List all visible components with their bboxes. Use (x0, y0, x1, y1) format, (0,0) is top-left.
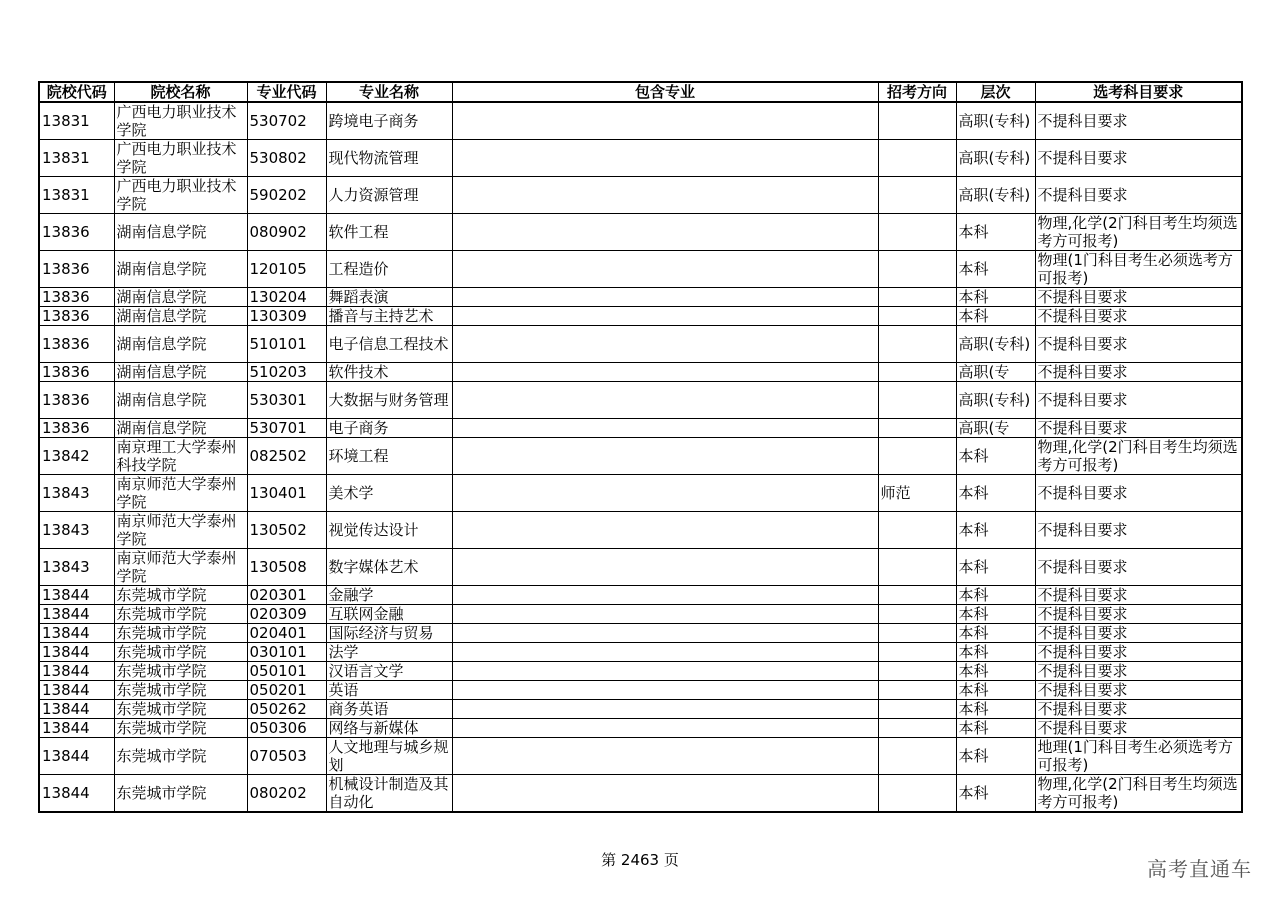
included-majors-cell (452, 177, 878, 214)
school-name-cell: 广西电力职业技术学院 (114, 177, 247, 214)
level-cell: 本科 (956, 512, 1035, 549)
level-cell: 本科 (956, 719, 1035, 738)
major-name-header: 专业名称 (326, 82, 452, 102)
direction-cell (878, 605, 956, 624)
included-majors-cell (452, 475, 878, 512)
included-majors-cell (452, 438, 878, 475)
subject-requirement-cell: 物理(1门科目考生必须选考方可报考) (1035, 251, 1242, 288)
major-code-cell: 130502 (247, 512, 326, 549)
school-name-cell: 南京师范大学泰州学院 (114, 512, 247, 549)
subject-requirement-cell: 不提科目要求 (1035, 326, 1242, 363)
school-code-cell: 13844 (39, 775, 114, 813)
level-cell: 本科 (956, 288, 1035, 307)
included-majors-cell (452, 586, 878, 605)
included-majors-cell (452, 382, 878, 419)
major-name-cell: 金融学 (326, 586, 452, 605)
included-majors-cell (452, 307, 878, 326)
school-name-cell: 东莞城市学院 (114, 605, 247, 624)
included-majors-cell (452, 512, 878, 549)
included-majors-cell (452, 288, 878, 307)
level-cell: 高职(专科) (956, 102, 1035, 140)
major-name-cell: 美术学 (326, 475, 452, 512)
school-code-cell: 13844 (39, 700, 114, 719)
school-code-cell: 13836 (39, 382, 114, 419)
level-header: 层次 (956, 82, 1035, 102)
school-code-cell: 13831 (39, 102, 114, 140)
direction-cell (878, 288, 956, 307)
included-majors-cell (452, 643, 878, 662)
major-code-cell: 020301 (247, 586, 326, 605)
major-code-cell: 050262 (247, 700, 326, 719)
school-name-cell: 湖南信息学院 (114, 363, 247, 382)
school-code-cell: 13836 (39, 419, 114, 438)
level-cell: 高职(专科) (956, 177, 1035, 214)
table-body (39, 102, 1242, 812)
direction-cell (878, 662, 956, 681)
major-name-cell: 工程造价 (326, 251, 452, 288)
subject-requirement-cell: 不提科目要求 (1035, 475, 1242, 512)
level-cell: 本科 (956, 643, 1035, 662)
school-code-cell: 13831 (39, 140, 114, 177)
major-name-cell: 播音与主持艺术 (326, 307, 452, 326)
major-code-cell: 510203 (247, 363, 326, 382)
major-name-cell: 软件技术 (326, 363, 452, 382)
subject-requirement-cell: 物理,化学(2门科目考生均须选考方可报考) (1035, 438, 1242, 475)
table-row (39, 475, 1242, 512)
school-code-cell: 13844 (39, 643, 114, 662)
direction-header: 招考方向 (878, 82, 956, 102)
school-name-cell: 南京师范大学泰州学院 (114, 475, 247, 512)
major-name-cell: 现代物流管理 (326, 140, 452, 177)
page-number: 第 2463 页 (601, 851, 679, 869)
subject-requirement-cell: 不提科目要求 (1035, 512, 1242, 549)
subject-requirement-cell: 不提科目要求 (1035, 363, 1242, 382)
subject-requirement-cell: 不提科目要求 (1035, 700, 1242, 719)
school-code-cell: 13843 (39, 512, 114, 549)
subject-requirement-cell: 不提科目要求 (1035, 681, 1242, 700)
school-name-cell: 东莞城市学院 (114, 662, 247, 681)
direction-cell (878, 586, 956, 605)
included-majors-cell (452, 605, 878, 624)
school-code-cell: 13836 (39, 251, 114, 288)
table-row (39, 549, 1242, 586)
level-cell: 本科 (956, 624, 1035, 643)
school-name-cell: 南京师范大学泰州学院 (114, 549, 247, 586)
level-cell: 本科 (956, 775, 1035, 813)
included-majors-cell (452, 251, 878, 288)
direction-cell (878, 214, 956, 251)
major-code-cell: 082502 (247, 438, 326, 475)
level-cell: 高职(专科) (956, 382, 1035, 419)
subject-requirement-header: 选考科目要求 (1035, 82, 1242, 102)
direction-cell (878, 681, 956, 700)
level-cell: 本科 (956, 307, 1035, 326)
major-code-cell: 050201 (247, 681, 326, 700)
table-row (39, 738, 1242, 775)
admissions-table (38, 81, 1243, 813)
school-code-cell: 13844 (39, 624, 114, 643)
subject-requirement-cell: 不提科目要求 (1035, 643, 1242, 662)
school-name-cell: 广西电力职业技术学院 (114, 102, 247, 140)
school-name-cell: 东莞城市学院 (114, 775, 247, 813)
table-row (39, 140, 1242, 177)
included-majors-cell (452, 419, 878, 438)
major-code-cell: 530702 (247, 102, 326, 140)
included-majors-cell (452, 719, 878, 738)
included-majors-cell (452, 624, 878, 643)
level-cell: 高职(专 (956, 363, 1035, 382)
school-name-cell: 东莞城市学院 (114, 624, 247, 643)
level-cell: 本科 (956, 738, 1035, 775)
major-code-cell: 020309 (247, 605, 326, 624)
major-name-cell: 英语 (326, 681, 452, 700)
subject-requirement-cell: 不提科目要求 (1035, 719, 1242, 738)
major-code-cell: 590202 (247, 177, 326, 214)
included-majors-cell (452, 681, 878, 700)
school-code-cell: 13836 (39, 288, 114, 307)
direction-cell (878, 624, 956, 643)
level-cell: 本科 (956, 605, 1035, 624)
major-name-cell: 机械设计制造及其自动化 (326, 775, 452, 813)
table-row (39, 512, 1242, 549)
school-code-cell: 13844 (39, 719, 114, 738)
school-code-cell: 13843 (39, 475, 114, 512)
major-name-cell: 网络与新媒体 (326, 719, 452, 738)
table-row (39, 214, 1242, 251)
included-majors-cell (452, 775, 878, 813)
school-name-cell: 湖南信息学院 (114, 326, 247, 363)
subject-requirement-cell: 物理,化学(2门科目考生均须选考方可报考) (1035, 214, 1242, 251)
direction-cell (878, 140, 956, 177)
school-name-cell: 东莞城市学院 (114, 586, 247, 605)
included-majors-cell (452, 549, 878, 586)
school-code-cell: 13844 (39, 662, 114, 681)
school-name-cell: 东莞城市学院 (114, 681, 247, 700)
subject-requirement-cell: 不提科目要求 (1035, 177, 1242, 214)
school-code-cell: 13836 (39, 326, 114, 363)
major-code-cell: 130204 (247, 288, 326, 307)
direction-cell (878, 102, 956, 140)
school-name-cell: 东莞城市学院 (114, 738, 247, 775)
level-cell: 本科 (956, 475, 1035, 512)
school-name-cell: 湖南信息学院 (114, 251, 247, 288)
major-code-cell: 510101 (247, 326, 326, 363)
school-code-cell: 13836 (39, 363, 114, 382)
major-name-cell: 互联网金融 (326, 605, 452, 624)
level-cell: 本科 (956, 662, 1035, 681)
major-name-cell: 汉语言文学 (326, 662, 452, 681)
table-row (39, 177, 1242, 214)
table-row (39, 643, 1242, 662)
major-name-cell: 舞蹈表演 (326, 288, 452, 307)
level-cell: 本科 (956, 700, 1035, 719)
direction-cell (878, 775, 956, 813)
direction-cell (878, 419, 956, 438)
major-name-cell: 大数据与财务管理 (326, 382, 452, 419)
school-name-cell: 湖南信息学院 (114, 288, 247, 307)
included-majors-cell (452, 738, 878, 775)
direction-cell: 师范 (878, 475, 956, 512)
subject-requirement-cell: 不提科目要求 (1035, 419, 1242, 438)
table-row (39, 288, 1242, 307)
watermark-text: 高考直通车 (1147, 857, 1252, 881)
subject-requirement-cell: 地理(1门科目考生必须选考方可报考) (1035, 738, 1242, 775)
level-cell: 高职(专 (956, 419, 1035, 438)
subject-requirement-cell: 不提科目要求 (1035, 586, 1242, 605)
level-cell: 本科 (956, 586, 1035, 605)
direction-cell (878, 643, 956, 662)
level-cell: 本科 (956, 438, 1035, 475)
major-name-cell: 软件工程 (326, 214, 452, 251)
included-majors-cell (452, 662, 878, 681)
major-code-cell: 030101 (247, 643, 326, 662)
included-majors-header: 包含专业 (452, 82, 878, 102)
major-name-cell: 视觉传达设计 (326, 512, 452, 549)
major-code-cell: 530301 (247, 382, 326, 419)
school-name-cell: 湖南信息学院 (114, 419, 247, 438)
included-majors-cell (452, 102, 878, 140)
major-code-header: 专业代码 (247, 82, 326, 102)
major-name-cell: 商务英语 (326, 700, 452, 719)
school-name-cell: 广西电力职业技术学院 (114, 140, 247, 177)
school-code-cell: 13831 (39, 177, 114, 214)
level-cell: 本科 (956, 251, 1035, 288)
direction-cell (878, 363, 956, 382)
table-row (39, 251, 1242, 288)
included-majors-cell (452, 140, 878, 177)
direction-cell (878, 549, 956, 586)
school-code-cell: 13843 (39, 549, 114, 586)
table-row (39, 419, 1242, 438)
major-code-cell: 050306 (247, 719, 326, 738)
direction-cell (878, 307, 956, 326)
major-code-cell: 080902 (247, 214, 326, 251)
major-code-cell: 120105 (247, 251, 326, 288)
level-cell: 本科 (956, 214, 1035, 251)
table-row (39, 605, 1242, 624)
major-code-cell: 080202 (247, 775, 326, 813)
direction-cell (878, 251, 956, 288)
major-name-cell: 跨境电子商务 (326, 102, 452, 140)
school-name-cell: 湖南信息学院 (114, 382, 247, 419)
major-name-cell: 人文地理与城乡规划 (326, 738, 452, 775)
major-code-cell: 530802 (247, 140, 326, 177)
major-name-cell: 国际经济与贸易 (326, 624, 452, 643)
direction-cell (878, 438, 956, 475)
school-name-cell: 南京理工大学泰州科技学院 (114, 438, 247, 475)
subject-requirement-cell: 不提科目要求 (1035, 624, 1242, 643)
table-row (39, 719, 1242, 738)
table-row (39, 681, 1242, 700)
table-row (39, 363, 1242, 382)
major-code-cell: 130401 (247, 475, 326, 512)
direction-cell (878, 512, 956, 549)
school-code-cell: 13844 (39, 681, 114, 700)
table-row (39, 624, 1242, 643)
table-header-row (39, 82, 1242, 102)
major-name-cell: 人力资源管理 (326, 177, 452, 214)
level-cell: 高职(专科) (956, 326, 1035, 363)
direction-cell (878, 326, 956, 363)
school-code-cell: 13844 (39, 605, 114, 624)
major-name-cell: 数字媒体艺术 (326, 549, 452, 586)
school-code-cell: 13844 (39, 738, 114, 775)
subject-requirement-cell: 不提科目要求 (1035, 102, 1242, 140)
table-row (39, 307, 1242, 326)
direction-cell (878, 382, 956, 419)
table-row (39, 700, 1242, 719)
school-name-cell: 东莞城市学院 (114, 700, 247, 719)
included-majors-cell (452, 363, 878, 382)
direction-cell (878, 700, 956, 719)
table-row (39, 662, 1242, 681)
major-code-cell: 530701 (247, 419, 326, 438)
subject-requirement-cell: 不提科目要求 (1035, 382, 1242, 419)
subject-requirement-cell: 物理,化学(2门科目考生均须选考方可报考) (1035, 775, 1242, 813)
major-code-cell: 130309 (247, 307, 326, 326)
school-code-cell: 13836 (39, 214, 114, 251)
table-row (39, 102, 1242, 140)
table-row (39, 438, 1242, 475)
major-code-cell: 130508 (247, 549, 326, 586)
included-majors-cell (452, 700, 878, 719)
subject-requirement-cell: 不提科目要求 (1035, 307, 1242, 326)
included-majors-cell (452, 326, 878, 363)
level-cell: 高职(专科) (956, 140, 1035, 177)
direction-cell (878, 738, 956, 775)
school-code-cell: 13842 (39, 438, 114, 475)
major-name-cell: 环境工程 (326, 438, 452, 475)
level-cell: 本科 (956, 549, 1035, 586)
table-row (39, 775, 1242, 813)
direction-cell (878, 719, 956, 738)
school-name-cell: 东莞城市学院 (114, 719, 247, 738)
school-name-cell: 湖南信息学院 (114, 214, 247, 251)
subject-requirement-cell: 不提科目要求 (1035, 288, 1242, 307)
subject-requirement-cell: 不提科目要求 (1035, 605, 1242, 624)
major-code-cell: 070503 (247, 738, 326, 775)
school-name-cell: 湖南信息学院 (114, 307, 247, 326)
included-majors-cell (452, 214, 878, 251)
major-name-cell: 电子商务 (326, 419, 452, 438)
subject-requirement-cell: 不提科目要求 (1035, 549, 1242, 586)
major-code-cell: 020401 (247, 624, 326, 643)
major-name-cell: 电子信息工程技术 (326, 326, 452, 363)
major-code-cell: 050101 (247, 662, 326, 681)
subject-requirement-cell: 不提科目要求 (1035, 662, 1242, 681)
school-code-header: 院校代码 (39, 82, 114, 102)
major-name-cell: 法学 (326, 643, 452, 662)
table-row (39, 326, 1242, 363)
subject-requirement-cell: 不提科目要求 (1035, 140, 1242, 177)
school-name-header: 院校名称 (114, 82, 247, 102)
table-row (39, 382, 1242, 419)
level-cell: 本科 (956, 681, 1035, 700)
table-row (39, 586, 1242, 605)
school-code-cell: 13844 (39, 586, 114, 605)
direction-cell (878, 177, 956, 214)
school-code-cell: 13836 (39, 307, 114, 326)
school-name-cell: 东莞城市学院 (114, 643, 247, 662)
